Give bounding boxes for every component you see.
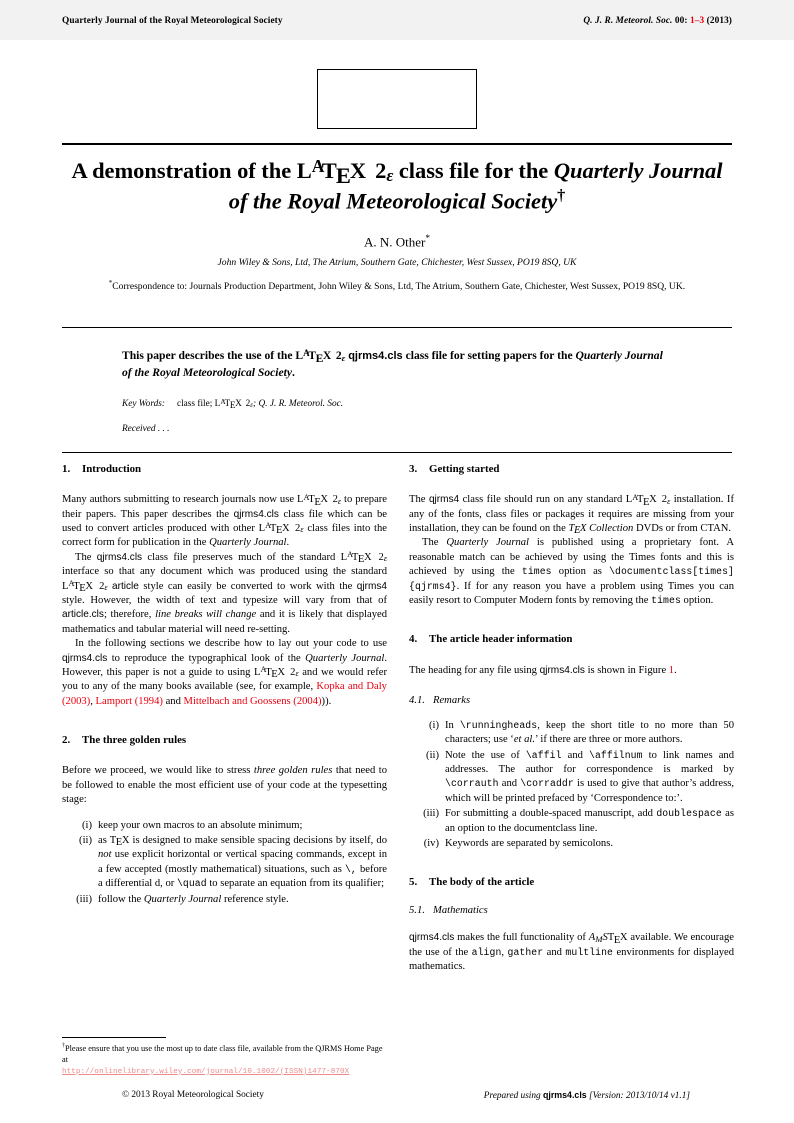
footnote-body: Please ensure that you use the most up to date class file, available from the QJRMS Home Page at — [62, 1043, 383, 1065]
s5-paragraph-1 — [409, 931, 734, 974]
s2p1-b: that need to be followed to enable the most efficient use of your code at the typesetting stage: — [62, 765, 387, 806]
page-range: 1–3 — [690, 16, 705, 26]
latex2e-logo: $L^ATEX$ 2ε — [214, 397, 254, 412]
s4i3-a: For submitting a double-spaced manuscript, add — [445, 808, 657, 820]
abstract-class-file: qjrms4.cls — [348, 350, 403, 362]
s5p1-d: and — [543, 946, 566, 958]
s1-paragraph-1 — [62, 493, 387, 551]
latex2e-logo: $L^ATEX$ 2ε — [254, 665, 299, 681]
running-head-left: Quarterly Journal of the Royal Meteorological Society — [62, 16, 283, 26]
s4i3-b: as an option to the documentclass line. — [445, 808, 734, 834]
section-4-number: 4. — [409, 633, 418, 646]
s1p3-end: )). — [321, 695, 332, 707]
golden-rules-list — [62, 819, 387, 907]
section-heading-4 — [409, 632, 734, 646]
s1p2-file1: qjrms4.cls — [96, 551, 143, 563]
tex-collection-logo: TEX — [568, 522, 587, 537]
s4i2-a: Note the use of — [445, 749, 526, 761]
footnote-url-link[interactable]: http://onlinelibrary.wiley.com/journal/10.1002/(ISSN)1477-870X — [62, 1067, 350, 1076]
s2i2-b: is designed to make sensible spacing decisions by itself, do — [129, 835, 387, 847]
s3-paragraph-1 — [409, 493, 734, 536]
remarks-list — [409, 719, 734, 852]
s2i2-d: before a differential d, or — [98, 863, 388, 890]
s1p3-sep1: , — [90, 695, 96, 707]
s3p2-d: . If for any reason you have a problem using Times you can easily resort to Computer Modern fonts by removing the — [409, 580, 734, 607]
s3p2-c: option as — [551, 566, 610, 578]
author-affiliation: John Wiley & Sons, Ltd, The Atrium, Southern Gate, Chichester, West Sussex, PO19 8SQ, UK — [217, 257, 577, 268]
s4i4-a: Keywords are separated by semicolons. — [445, 838, 613, 850]
corresp-text: Correspondence to: Journals Production Department, John Wiley & Sons, Ltd, The Atrium, Southern Gate, Chichester, West Sussex, PO19 8SQ, UK. — [112, 281, 686, 293]
author-name — [62, 234, 732, 250]
s4i1-cmd: \runningheads — [459, 719, 538, 731]
s4i1-italic: et al. — [513, 734, 536, 746]
journal-logo-placeholder — [317, 69, 477, 129]
s5p1-env2: gather — [507, 946, 544, 958]
s2i2-cmd2: \quad — [176, 878, 207, 890]
s3p1-b: class file should run on any standard — [459, 494, 626, 506]
abstract — [122, 348, 672, 381]
running-head — [62, 16, 732, 26]
tex-logo: TEX — [109, 835, 130, 849]
section-1-number: 1. — [62, 463, 71, 475]
s1p2-file2: article — [112, 580, 139, 592]
s4p1-b: is shown in Figure — [584, 664, 669, 676]
latex2e-logo: $L^ATEX$ 2ε — [625, 492, 671, 508]
s1p3-d: and we would refer you to any of the many books available (see, for example, — [62, 667, 387, 693]
list-marker: (iv) — [423, 838, 439, 850]
list-item — [409, 807, 734, 836]
section-4-title: The article header information — [429, 633, 573, 646]
title-text-before: A demonstration of the — [71, 158, 297, 183]
title-journal-line1: Quarterly Journal — [553, 158, 723, 183]
s3-paragraph-2 — [409, 536, 734, 608]
list-marker: (ii) — [426, 749, 439, 761]
author-star: * — [425, 234, 431, 244]
s4i2-cmd3: \corrauth — [445, 778, 499, 790]
s5p1-e: environments for displayed mathematics. — [409, 946, 734, 973]
keywords — [122, 397, 672, 412]
list-item — [409, 749, 734, 807]
latex2e-logo: $L^ATEX$ 2ε — [295, 348, 346, 365]
list-item — [409, 837, 734, 851]
citation-year-mittelbach[interactable]: (2004) — [293, 695, 322, 707]
abstract-after: class file for setting papers for the — [402, 349, 576, 362]
s3p2-times1: times — [521, 566, 552, 578]
abstract-bottom-rule — [62, 452, 732, 453]
s3p2-cmd: \documentclass[times]{qjrms4} — [409, 566, 734, 592]
s1p1-a: Many authors submitting to research journals now use — [62, 494, 298, 506]
s1p3-b: to reproduce the typographical look of the — [107, 652, 306, 664]
s4i2-cmd1: \affil — [525, 749, 562, 761]
section-5-title: The body of the article — [429, 876, 535, 889]
s4-paragraph-1 — [409, 664, 734, 678]
citation-link-kopka[interactable]: Kopka and Daly — [316, 681, 387, 693]
abstract-top-rule — [62, 327, 732, 328]
s2i3-b: reference style. — [221, 893, 289, 905]
footnote-area — [62, 1037, 387, 1077]
s1p2-file4: article.cls — [62, 609, 104, 621]
s2p1-a: Before we proceed, we would like to stress — [62, 765, 254, 777]
s4p1-a: The heading for any file using — [409, 664, 540, 676]
s1p3-a: In the following sections we describe how to lay out your code to use — [75, 638, 387, 650]
section-3-title: Getting started — [429, 463, 500, 475]
latex2e-logo: $L^ATEX$ 2ε — [340, 550, 387, 566]
left-column — [62, 462, 387, 908]
subsection-4-1-number: 4.1. — [409, 695, 425, 706]
section-2-title: The three golden rules — [82, 734, 187, 747]
s4i2-c: to link names and addresses. The author for correspondence is marked by — [445, 749, 735, 775]
citation-link-lamport[interactable]: Lamport — [95, 695, 133, 707]
title-dagger: † — [557, 186, 566, 205]
keywords-label: Key Words: — [122, 399, 165, 409]
s1p2-file3: qjrms4 — [356, 580, 387, 592]
s1p2-italic: line breaks will change — [155, 609, 257, 621]
s1p2-d: style can easily be converted to work with the — [138, 580, 357, 592]
s5p1-c: , — [501, 946, 508, 958]
citation-year-lamport[interactable]: (1994) — [134, 695, 163, 707]
s5p1-env3: multline — [565, 946, 614, 958]
list-item — [62, 834, 387, 892]
s2i3-italic: Quarterly Journal — [143, 893, 222, 905]
list-item — [409, 719, 734, 748]
s3p1-a: The — [409, 494, 429, 506]
correspondence-note — [62, 279, 732, 294]
s2i2-italic: not — [98, 849, 112, 861]
s3p2-e: option. — [680, 595, 714, 607]
footnote-text — [62, 1042, 387, 1077]
title-journal-line2: of the Royal Meteorological Society — [228, 188, 558, 214]
s2i2-a: as — [98, 835, 110, 847]
s1p1-journal: Quarterly Journal — [209, 537, 287, 549]
s4i1-b: , keep the short title to no more than 50 characters; use ‘ — [445, 719, 734, 746]
s1p1-b: to prepare their papers. This paper describes the — [62, 494, 388, 520]
abstract-journal: Quarterly Journal of the Royal Meteorological Society — [122, 349, 663, 379]
s4p1-c: . — [674, 664, 677, 676]
list-item-text: keep your own macros to an absolute minimum; — [98, 819, 303, 831]
s2i3-a: follow the — [98, 893, 144, 905]
s4i2-cmd2: \affilnum — [589, 749, 643, 761]
prepared-prefix: Prepared using — [483, 1091, 544, 1101]
keyword-2: ; Q. J. R. Meteorol. Soc. — [253, 399, 344, 409]
subsection-5-1-number: 5.1. — [409, 904, 425, 916]
s2i2-cmd1: \, — [344, 863, 357, 875]
subsection-4-1-title: Remarks — [433, 695, 471, 706]
prepared-file: qjrms4.cls — [543, 1090, 587, 1100]
s5p1-b: available. We encourage the use of the — [409, 932, 734, 958]
s5p1-file: qjrms4.cls — [409, 932, 455, 944]
s4i2-e: is used to give that author’s address, which will be printed prefaced by ‘Correspondence to:’. — [445, 778, 734, 804]
s1p2-c: interface so that any document which was produced using the standard — [62, 566, 387, 578]
section-2-number: 2. — [62, 734, 71, 747]
s4p1-file: qjrms4.cls — [539, 664, 585, 676]
s3p2-journal: Quarterly Journal — [446, 537, 530, 549]
page-footer — [62, 1090, 732, 1101]
s1p3-file: qjrms4.cls — [62, 652, 108, 664]
citation-year-kopka[interactable]: (2003) — [62, 695, 91, 707]
abstract-before: This paper describes the use of the — [122, 349, 296, 362]
page-title — [62, 157, 732, 216]
section-heading-3 — [409, 462, 734, 476]
s1-paragraph-2 — [62, 551, 387, 637]
received-line: Received . . . — [122, 424, 170, 434]
s3p1-d: DVDs or from CTAN. — [633, 522, 732, 534]
keyword-1: class file; — [176, 399, 215, 409]
s1p2-e: style. However, the width of text and typesize will vary from that of — [62, 595, 387, 607]
corresp-star: * — [108, 280, 113, 287]
year: (2013) — [706, 16, 732, 26]
latex2e-logo: $L^ATEX$ 2ε — [62, 578, 108, 594]
title-text-mid: class file for the — [393, 158, 554, 183]
s2p1-italic: three golden rules — [253, 765, 333, 777]
s2i2-e: to separate an equation from its qualifier; — [206, 878, 385, 890]
s1p3-c: . However, this paper is not a guide to using — [62, 652, 387, 679]
running-head-right — [583, 16, 732, 26]
s3p2-a: The — [422, 537, 447, 549]
s4i2-d: and — [498, 778, 521, 790]
list-marker: (i) — [82, 819, 92, 831]
volume-number: 00: — [674, 16, 688, 26]
citation-link-mittelbach[interactable]: Mittelbach and Goossens — [183, 695, 291, 707]
s5p1-a: makes the full functionality of — [454, 932, 589, 944]
s1p1-c: class file which can be used to convert articles produced with other — [62, 508, 387, 534]
s3p2-times2: times — [651, 595, 681, 607]
s3p1-c: installation. If any of the fonts, class files or packages it requires are missing from your installation, they can be found on the — [409, 494, 734, 534]
list-marker: (iii) — [76, 893, 92, 905]
footnote-dagger: † — [62, 1043, 65, 1049]
section-heading-2 — [62, 733, 387, 747]
header-rule — [62, 143, 732, 145]
copyright-notice: © 2013 Royal Meteorological Society — [122, 1090, 264, 1100]
s1p1-e: . — [286, 537, 290, 549]
journal-abbrev: Q. J. R. Meteorol. Soc. — [583, 16, 673, 26]
subsection-heading-4-1 — [409, 694, 734, 708]
s1p1-file: qjrms4.cls — [233, 508, 279, 520]
s2-paragraph-1 — [62, 764, 387, 807]
subsection-heading-5-1 — [409, 904, 734, 918]
list-item — [62, 819, 387, 833]
figure-reference[interactable]: 1 — [668, 664, 675, 676]
list-marker: (iii) — [423, 808, 439, 820]
latex2e-logo: $L^ATEX$ 2ε — [258, 521, 304, 537]
right-column — [409, 462, 734, 975]
s4i1-a: In — [445, 719, 460, 731]
section-5-number: 5. — [409, 876, 418, 889]
s3p1-file: qjrms4 — [428, 494, 460, 506]
prepared-using-note — [484, 1090, 690, 1101]
section-heading-1 — [62, 462, 387, 476]
s1p2-f: ; therefore, — [103, 609, 156, 621]
s1p3-sep2: and — [162, 695, 184, 707]
s3p2-b: is published using a proprietary font. A reasonable match can be achieved by using the Times fonts and this is achieved by using the — [409, 537, 735, 578]
list-marker: (ii) — [79, 835, 92, 847]
section-3-number: 3. — [409, 463, 418, 475]
list-item — [62, 893, 387, 907]
s1p2-a: The — [75, 551, 97, 563]
s4i1-c: ’ if there are three or more authors. — [535, 734, 683, 746]
list-marker: (i) — [429, 719, 439, 731]
author-label: A. N. Other — [363, 234, 426, 250]
prepared-version: [Version: 2013/10/14 v1.1] — [586, 1091, 690, 1101]
s4i3-cmd: doublespace — [656, 808, 722, 820]
s1p3-journal: Quarterly Journal — [305, 652, 385, 664]
latex2e-logo: $L^ATEX$ 2ε — [297, 492, 342, 508]
s1p2-b: class file preserves much of the standard — [142, 551, 341, 563]
s3p1-collection: Collection — [586, 522, 634, 534]
section-1-title: Introduction — [82, 463, 142, 475]
s4i2-b: and — [561, 749, 590, 761]
subsection-5-1-title: Mathematics — [433, 904, 488, 916]
abstract-period: . — [292, 365, 295, 379]
amstex-logo: AMSTEX — [588, 932, 628, 946]
section-heading-5 — [409, 875, 734, 889]
s5p1-env1: align — [471, 946, 502, 958]
footnote-rule — [62, 1037, 166, 1038]
latex2e-logo: $L^ATEX$ 2ε — [296, 156, 394, 188]
s1p2-g: and it is likely that displayed mathematics and tabular material will need re-setting. — [62, 609, 387, 635]
s1-paragraph-3 — [62, 637, 387, 709]
keywords-body — [176, 397, 344, 412]
s4i2-cmd4: \corraddr — [520, 778, 574, 790]
s2i2-c: use explicit horizontal or vertical spacing commands, except in a few accepted (mostly mathematical) situations, such as — [98, 849, 387, 875]
s1p1-d: class files into the correct form for publication in the — [62, 522, 387, 549]
